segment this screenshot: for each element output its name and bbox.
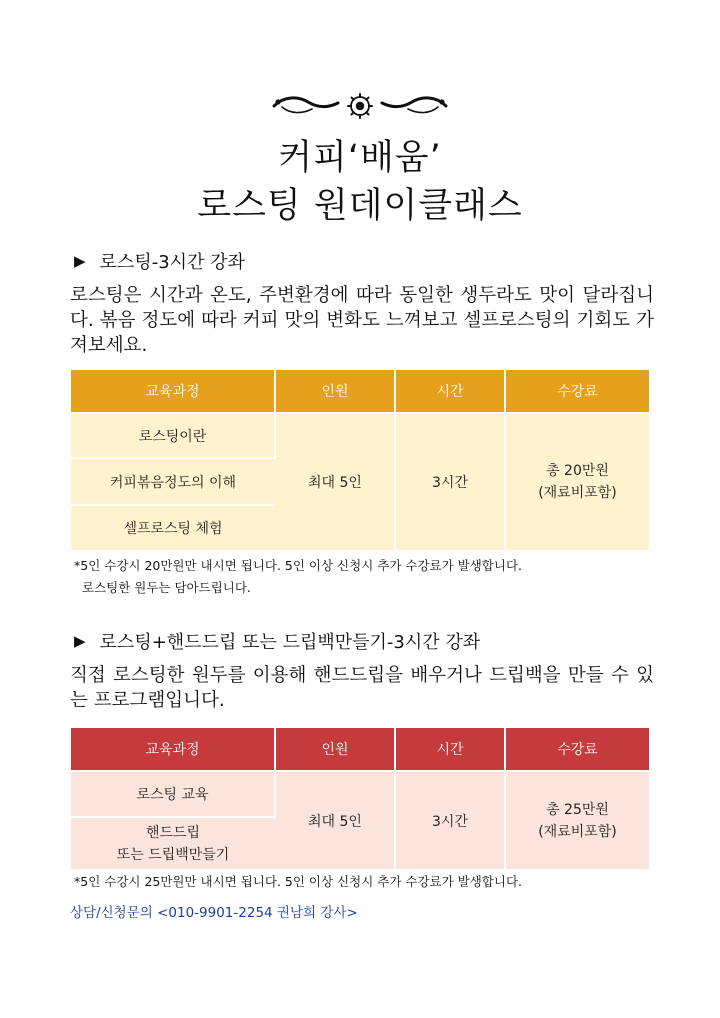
header-time: 시간 — [395, 370, 505, 413]
contact-info: 상담/신청문의 <010-9901-2254 권남희 강사> — [70, 905, 358, 921]
section2-description: 직접 로스팅한 원두를 이용해 핸드드립을 배우거나 드립백을 만들 수 있는 프로그램입니다. — [70, 665, 654, 711]
section1-description: 로스팅은 시간과 온도, 주변환경에 따라 동일한 생두라도 맛이 달라집니다. 볶음 정도에 따라 커피 맛의 변화도 느껴보고 셀프로스팅의 기회도 가져보세요. — [70, 285, 654, 356]
header-time: 시간 — [395, 728, 505, 771]
course-cell: 커피볶음정도의 이해 — [71, 458, 275, 505]
header-people: 인원 — [275, 370, 395, 413]
course-line: 또는 드립백만들기 — [116, 846, 230, 863]
fee-total: 총 20만원 — [546, 463, 609, 479]
triangle-bullet-icon: ▶ — [74, 632, 86, 650]
table-row — [71, 771, 649, 817]
table-row — [71, 413, 649, 458]
course-cell: 로스팅 교육 — [71, 771, 275, 817]
people-cell: 최대 5인 — [275, 771, 395, 869]
fee-note: (재료비포함) — [538, 485, 617, 501]
course-table-2 — [71, 728, 649, 869]
fee-cell — [505, 413, 649, 550]
header-course: 교육과정 — [71, 728, 275, 771]
fee-total: 총 25만원 — [546, 801, 609, 818]
table-header-row — [71, 728, 649, 771]
course-line: 핸드드립 — [145, 824, 201, 841]
fee-note: (재료비포함) — [538, 823, 617, 840]
triangle-bullet-icon: ▶ — [74, 252, 86, 270]
section1-note-2: 로스팅한 원두는 담아드립니다. — [82, 580, 251, 595]
header-fee: 수강료 — [505, 728, 649, 771]
time-cell: 3시간 — [395, 413, 505, 550]
course-cell: 로스팅이란 — [71, 413, 275, 458]
header-people: 인원 — [275, 728, 395, 771]
section2-heading-text: 로스팅+핸드드립 또는 드립백만들기-3시간 강좌 — [99, 632, 481, 653]
page-title-line2: 로스팅 원데이클래스 — [197, 186, 523, 226]
fee-cell — [505, 771, 649, 869]
time-cell: 3시간 — [395, 771, 505, 869]
header-fee: 수강료 — [505, 370, 649, 413]
section1-note-1: *5인 수강시 20만원만 내시면 됩니다. 5인 이상 신청시 추가 수강료가 발생합니다. — [74, 558, 522, 573]
course-cell: 셀프로스팅 체험 — [71, 505, 275, 550]
page-title-line1: 커피‘배움’ — [278, 138, 442, 178]
header-course: 교육과정 — [71, 370, 275, 413]
section2-heading — [74, 628, 480, 654]
course-table-1 — [71, 370, 649, 550]
section1-heading-text: 로스팅-3시간 강좌 — [99, 252, 245, 273]
table-header-row — [71, 370, 649, 413]
section1-heading — [74, 248, 245, 274]
course-cell — [71, 817, 275, 869]
decorative-flourish-icon — [272, 92, 448, 120]
people-cell: 최대 5인 — [275, 413, 395, 550]
section2-note-1: *5인 수강시 25만원만 내시면 됩니다. 5인 이상 신청시 추가 수강료가 발생합니다. — [74, 874, 522, 889]
